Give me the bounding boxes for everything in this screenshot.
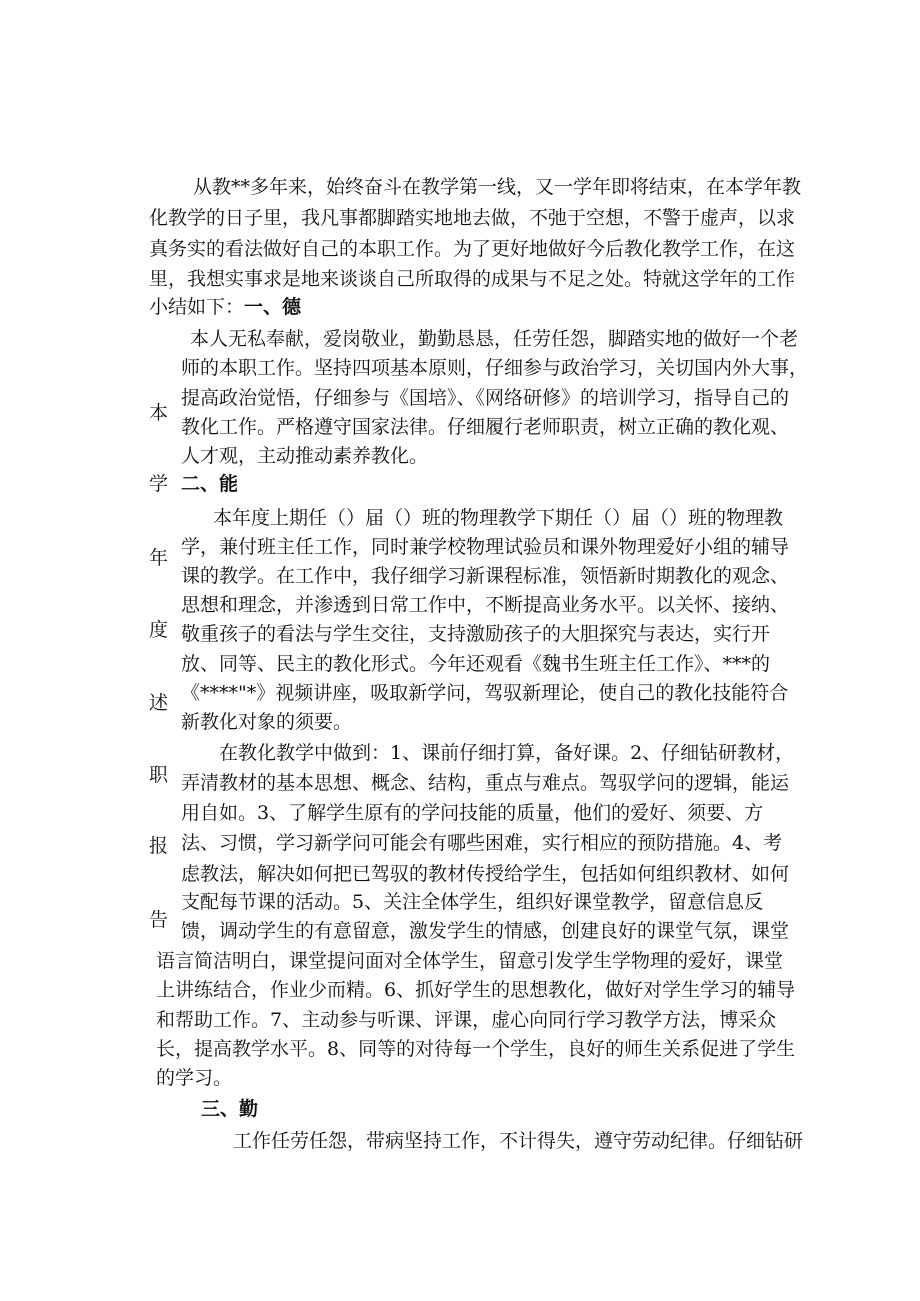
heading-de: 一、德 (244, 296, 302, 318)
section2-p1-line-1: 本年度上期任（）届（）班的物理教学下期任（）届（）班的物理教 (213, 507, 784, 529)
intro-line-2: 化教学的日子里，我凡事都脚踏实地地去做，不弛于空想，不警于虚声，以求 (149, 207, 796, 229)
side-title-char-8: 告 (149, 909, 169, 931)
section2-p2-line-2: 弄清教材的基本思想、概念、结构，重点与难点。驾驭学问的逻辑，能运 (181, 772, 790, 794)
section2-p2-line-11: 长，提高教学水平。8、同等的对待每一个学生，良好的师生关系促进了学生 (156, 1038, 796, 1060)
intro-line-3: 真务实的看法做好自己的本职工作。为了更好地做好今后教化教学工作，在这 (149, 238, 796, 260)
section2-p2-line-4: 法、习惯，学习新学问可能会有哪些困难，实行相应的预防措施。4、考 (181, 832, 783, 854)
section2-p2-line-9: 上讲练结合，作业少而精。6、抓好学生的思想教化，做好对学生学习的辅导 (156, 979, 796, 1001)
section2-p1-line-7: 《****"*》视频讲座，吸取新学问，驾驭新理论，使自己的教化技能符合 (181, 682, 789, 704)
side-title-char-3: 年 (149, 547, 169, 569)
section2-p1-line-6: 放、同等、民主的教化形式。今年还观看《魏书生班主任工作》、***的 (181, 653, 771, 675)
section2-p2-line-8: 语言简洁明白，课堂提问面对全体学生，留意引发学生学物理的爱好，课堂 (156, 950, 784, 972)
section1-line-5: 人才观，主动推动素养教化。 (181, 445, 429, 467)
side-title-char-5: 述 (149, 692, 169, 714)
section3-line-1: 工作任劳任怨，带病坚持工作，不计得失，遵守劳动纪律。仔细钻研 (233, 1130, 804, 1152)
side-title-char-2: 学 (149, 473, 169, 495)
section2-p1-line-2: 学，兼付班主任工作，同时兼学校物理试验员和课外物理爱好小组的辅导 (181, 536, 790, 558)
intro-line-4: 里，我想实事求是地来谈谈自己所取得的成果与不足之处。特就这学年的工作 (149, 268, 796, 290)
side-title-char-7: 报 (149, 835, 169, 857)
heading-neng: 二、能 (181, 473, 239, 495)
intro-line-1: 从教**多年来，始终奋斗在教学第一线，又一学年即将结束，在本学年教 (193, 176, 802, 198)
section2-p2-line-6: 支配每节课的活动。5、关注全体学生，组织好课堂教学，留意信息反 (181, 891, 764, 913)
side-title-char-4: 度 (149, 619, 169, 641)
side-title-char-1: 本 (149, 402, 169, 424)
section2-p2-line-10: 和帮助工作。7、主动参与听课、评课，虚心向同行学习教学方法，博采众 (156, 1009, 777, 1031)
section2-p1-line-5: 敬重孩子的看法与学生交往，支持激励孩子的大胆探究与表达，实行开 (181, 623, 771, 645)
section2-p1-line-8: 新教化对象的须要。 (181, 711, 353, 733)
section1-line-2: 师的本职工作。坚持四项基本原则，仔细参与政治学习，关切国内外大事， (181, 357, 809, 379)
section2-p2-line-1: 在教化教学中做到：1、课前仔细打算，备好课。2、仔细钻研教材， (219, 742, 795, 764)
heading-qin: 三、勤 (201, 1098, 259, 1120)
section2-p1-line-3: 课的教学。在工作中，我仔细学习新课程标准，领悟新时期教化的观念、 (181, 565, 790, 587)
section2-p2-line-5: 虑教法，解决如何把已驾驭的教材传授给学生，包括如何组织教材、如何 (181, 863, 790, 885)
section2-p1-line-4: 思想和理念，并渗透到日常工作中，不断提高业务水平。以关怀、接纳、 (181, 594, 790, 616)
intro-line-5-text: 小结如下： (149, 296, 245, 318)
section1-line-1: 本人无私奉献，爱岗敬业，勤勤恳恳，任劳任怨，脚踏实地的做好一个老 (190, 328, 799, 350)
section1-line-3: 提高政治觉悟，仔细参与《国培》、《网络研修》的培训学习，指导自己的 (181, 387, 790, 409)
intro-line-5 (149, 294, 301, 320)
side-title-char-6: 职 (149, 764, 169, 786)
section2-p2-line-3: 用自如。3、了解学生原有的学问技能的质量，他们的爱好、须要、方 (181, 802, 764, 824)
section1-line-4: 教化工作。严格遵守国家法律。仔细履行老师职责，树立正确的教化观、 (181, 416, 790, 438)
section2-p2-line-12: 的学习。 (156, 1067, 233, 1089)
section2-p2-line-7: 馈，调动学生的有意留意，激发学生的情感，创建良好的课堂气氛，课堂 (181, 920, 790, 942)
